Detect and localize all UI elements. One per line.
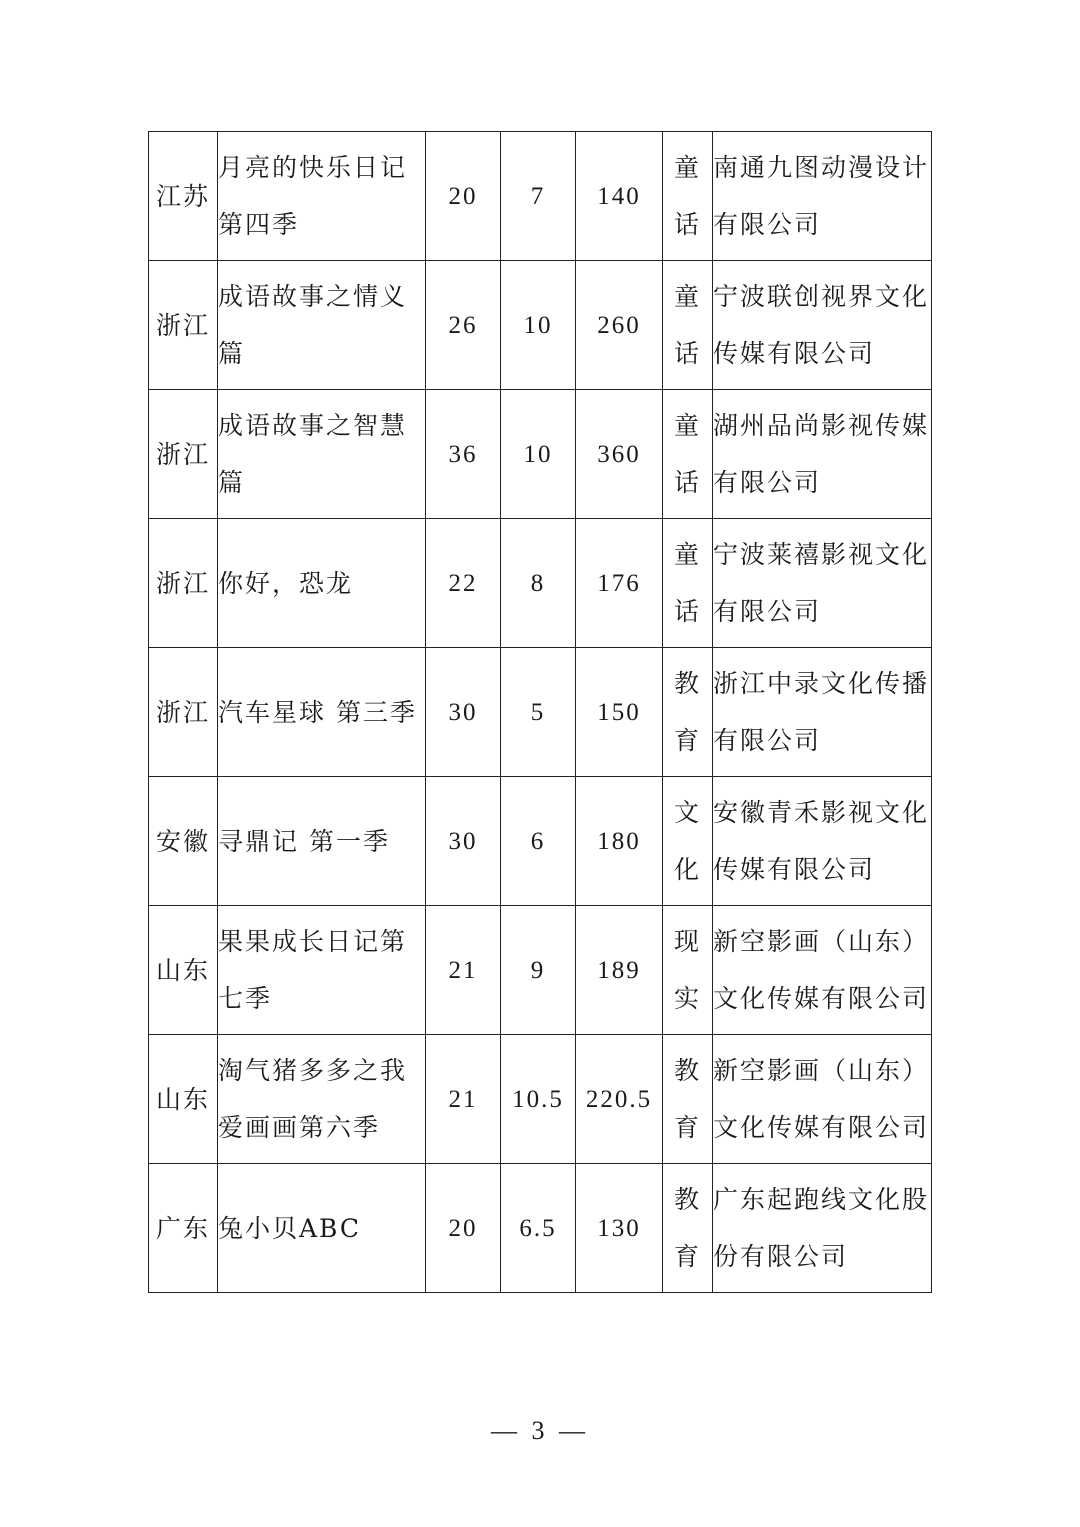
producer-text: 安徽青禾影视文化传媒有限公司 <box>713 798 930 884</box>
title-cell <box>218 261 426 390</box>
producer-text: 南通九图动漫设计有限公司 <box>713 153 930 239</box>
episodes-cell: 26 <box>426 261 501 390</box>
table-row <box>149 390 932 519</box>
total-minutes-cell: 260 <box>576 261 663 390</box>
title-cell <box>218 777 426 906</box>
minutes-cell: 7 <box>501 132 576 261</box>
episodes-cell: 30 <box>426 648 501 777</box>
type-cell <box>663 132 713 261</box>
table-row <box>149 1035 932 1164</box>
total-minutes-cell: 150 <box>576 648 663 777</box>
episodes-cell: 20 <box>426 132 501 261</box>
type-cell <box>663 906 713 1035</box>
producer-cell <box>713 132 932 261</box>
type-text: 教育 <box>673 669 701 755</box>
province-cell: 山东 <box>149 906 218 1035</box>
type-cell <box>663 648 713 777</box>
type-text: 教育 <box>673 1185 701 1271</box>
minutes-cell: 6 <box>501 777 576 906</box>
title-cell <box>218 132 426 261</box>
title-text: 汽车星球 第三季 <box>218 697 417 727</box>
title-cell <box>218 519 426 648</box>
title-text: 你好，恐龙 <box>218 568 354 598</box>
type-cell <box>663 519 713 648</box>
producer-cell <box>713 1164 932 1293</box>
minutes-cell: 8 <box>501 519 576 648</box>
minutes-cell: 10.5 <box>501 1035 576 1164</box>
type-text: 童话 <box>673 411 701 497</box>
producer-text: 宁波联创视界文化传媒有限公司 <box>713 282 930 368</box>
type-text: 童话 <box>673 540 701 626</box>
province-cell: 广东 <box>149 1164 218 1293</box>
total-minutes-cell: 220.5 <box>576 1035 663 1164</box>
province-cell: 浙江 <box>149 390 218 519</box>
total-minutes-cell: 360 <box>576 390 663 519</box>
producer-text: 湖州品尚影视传媒有限公司 <box>713 411 930 497</box>
table-row <box>149 132 932 261</box>
producer-text: 新空影画（山东）文化传媒有限公司 <box>713 927 930 1013</box>
type-text: 童话 <box>673 153 701 239</box>
total-minutes-cell: 189 <box>576 906 663 1035</box>
title-text: 成语故事之智慧篇 <box>218 411 408 497</box>
title-cell <box>218 648 426 777</box>
producer-cell <box>713 906 932 1035</box>
minutes-cell: 9 <box>501 906 576 1035</box>
table-row <box>149 777 932 906</box>
title-cell <box>218 390 426 519</box>
producer-text: 新空影画（山东）文化传媒有限公司 <box>713 1056 930 1142</box>
title-cell <box>218 1164 426 1293</box>
table-body <box>149 132 932 1293</box>
producer-cell <box>713 1035 932 1164</box>
province-cell: 江苏 <box>149 132 218 261</box>
province-cell: 山东 <box>149 1035 218 1164</box>
animation-list-table <box>148 131 932 1293</box>
table-row <box>149 261 932 390</box>
producer-cell <box>713 777 932 906</box>
province-cell: 浙江 <box>149 648 218 777</box>
table-row <box>149 648 932 777</box>
type-cell <box>663 261 713 390</box>
type-text: 现实 <box>673 927 701 1013</box>
episodes-cell: 30 <box>426 777 501 906</box>
episodes-cell: 20 <box>426 1164 501 1293</box>
type-cell <box>663 777 713 906</box>
title-text: 月亮的快乐日记第四季 <box>218 153 408 239</box>
title-text: 淘气猪多多之我爱画画第六季 <box>218 1056 408 1142</box>
table-row <box>149 906 932 1035</box>
producer-cell <box>713 519 932 648</box>
province-cell: 浙江 <box>149 519 218 648</box>
type-text: 童话 <box>673 282 701 368</box>
minutes-cell: 6.5 <box>501 1164 576 1293</box>
producer-text: 宁波莱禧影视文化有限公司 <box>713 540 930 626</box>
title-cell <box>218 1035 426 1164</box>
title-text: 成语故事之情义篇 <box>218 282 408 368</box>
minutes-cell: 10 <box>501 261 576 390</box>
title-text: 寻鼎记 第一季 <box>218 826 390 856</box>
total-minutes-cell: 140 <box>576 132 663 261</box>
type-cell <box>663 1035 713 1164</box>
table-row <box>149 1164 932 1293</box>
total-minutes-cell: 180 <box>576 777 663 906</box>
type-cell <box>663 390 713 519</box>
type-text: 文化 <box>673 798 701 884</box>
episodes-cell: 36 <box>426 390 501 519</box>
table-row <box>149 519 932 648</box>
minutes-cell: 10 <box>501 390 576 519</box>
type-text: 教育 <box>673 1056 701 1142</box>
producer-cell <box>713 390 932 519</box>
title-cell <box>218 906 426 1035</box>
page-number: — 3 — <box>491 1416 589 1445</box>
type-cell <box>663 1164 713 1293</box>
province-cell: 浙江 <box>149 261 218 390</box>
producer-cell <box>713 261 932 390</box>
producer-text: 广东起跑线文化股份有限公司 <box>713 1185 930 1271</box>
title-text: 兔小贝ABC <box>218 1213 362 1243</box>
minutes-cell: 5 <box>501 648 576 777</box>
producer-cell <box>713 648 932 777</box>
total-minutes-cell: 130 <box>576 1164 663 1293</box>
episodes-cell: 21 <box>426 1035 501 1164</box>
producer-text: 浙江中录文化传播有限公司 <box>713 669 930 755</box>
episodes-cell: 22 <box>426 519 501 648</box>
episodes-cell: 21 <box>426 906 501 1035</box>
province-cell: 安徽 <box>149 777 218 906</box>
total-minutes-cell: 176 <box>576 519 663 648</box>
title-text: 果果成长日记第七季 <box>218 927 408 1013</box>
